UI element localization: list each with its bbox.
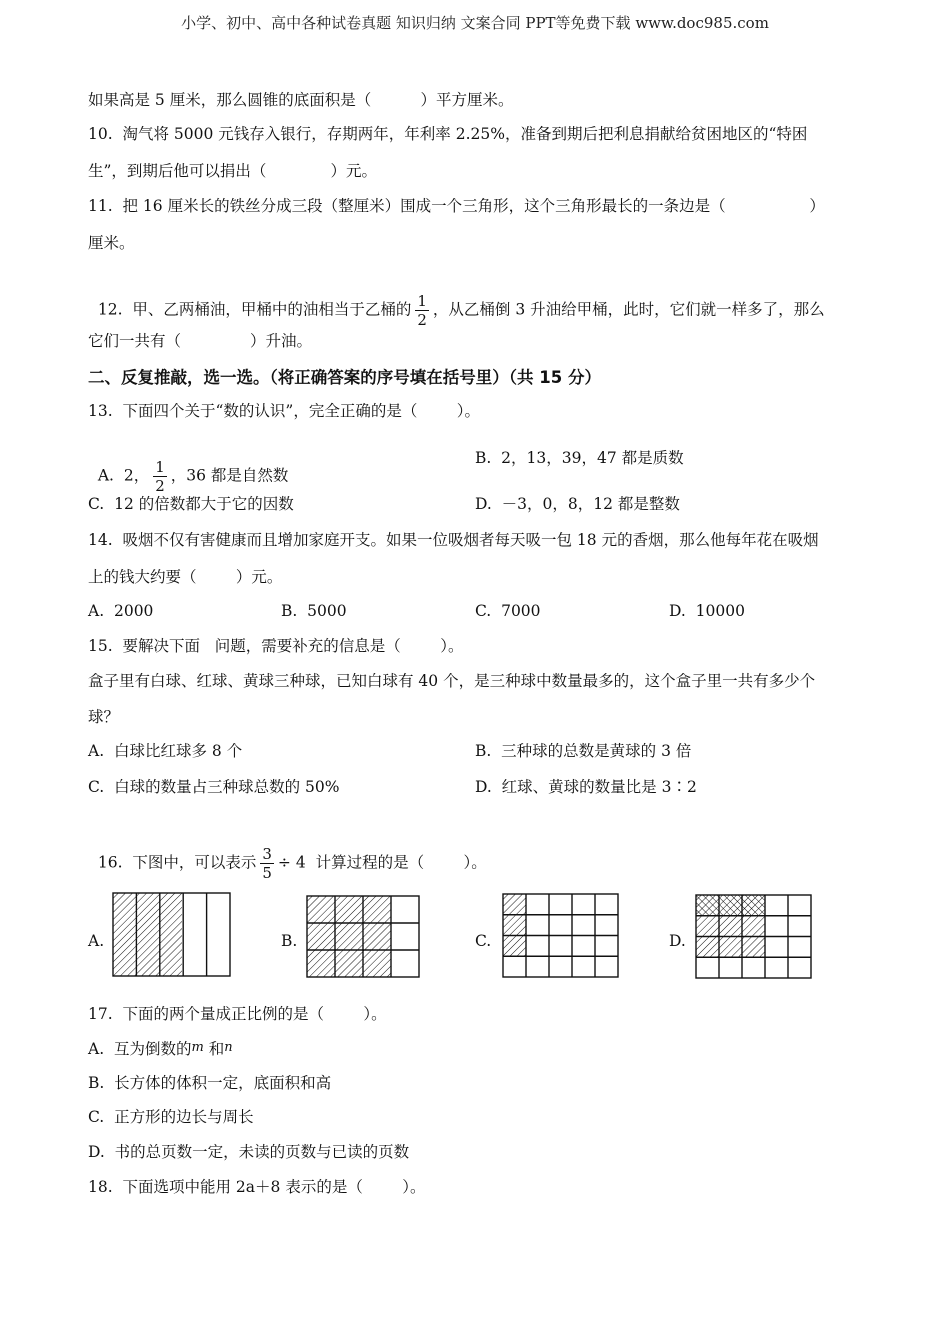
q17-option-b: B. 长方体的体积一定，底面积和高 [88,1074,332,1092]
shaded-cell [503,894,526,915]
q16-text-post: 计算过程的是（ ）。 [315,853,487,872]
q13-a-pre: A. 2， [97,466,150,485]
figure-a-label: A. [88,932,105,950]
q17-stem: 17. 下面的两个量成正比例的是（ ）。 [88,1005,387,1023]
q17-a-mid: 和 [208,1040,225,1058]
shaded-region [307,896,391,977]
variable-n: n [224,1040,233,1055]
q12-text-post: ，从乙桶倒 3 升油给甲桶，此时，它们就一样多了，那么 [432,300,825,319]
q13-option-c: C. 12 的倍数都大于它的因数 [88,495,294,513]
q14-line1: 14. 吸烟不仅有害健康而且增加家庭开支。如果一位吸烟者每天吸一包 18 元的香烟，那么他每年花在吸烟 [88,531,819,549]
q12-line2: 它们一共有（ ）升油。 [88,332,312,350]
fraction-denominator: 2 [417,311,427,329]
q13-stem: 13. 下面四个关于“数的认识”，完全正确的是（ ）。 [88,402,481,420]
figure-c [502,893,622,979]
q13-a-post: ，36 都是自然数 [170,466,289,485]
q14-option-d: D. 10000 [669,602,745,620]
q16-text-pre: 16. 下图中，可以表示 [97,853,257,872]
q13-option-a [88,436,288,495]
variable-m: m [191,1040,204,1055]
q15-option-b: B. 三种球的总数是黄球的 3 倍 [475,742,692,760]
q14-option-b: B. 5000 [281,602,347,620]
q10-line2: 生”，到期后他可以捐出（ ）元。 [88,162,377,180]
q11-line1: 11. 把 16 厘米长的铁丝分成三段（整厘米）围成一个三角形，这个三角形最长的一条边是（ ） [88,197,825,215]
fraction-numerator: 1 [155,458,165,476]
section-2-title: 二、反复推敲，选一选。（将正确答案的序号填在括号里）（共 15 分） [88,368,601,387]
q13-option-d: D. －3，0，8，12 都是整数 [475,495,680,513]
figure-a [112,892,232,978]
q17-option-c: C. 正方形的边长与周长 [88,1108,254,1126]
q15-option-d: D. 红球、黄球的数量比是 3∶2 [475,778,697,796]
q17-option-d: D. 书的总页数一定，未读的页数与已读的页数 [88,1143,410,1161]
q9-continuation: 如果高是 5 厘米，那么圆锥的底面积是（ ）平方厘米。 [88,91,514,109]
q17-a-pre: A. 互为倒数的 [88,1040,192,1058]
q14-option-c: C. 7000 [475,602,541,620]
q12-line1 [88,270,825,329]
shaded-cell [503,936,526,957]
q13-a-fraction [153,458,167,495]
figure-d-label: D. [669,932,686,950]
q15-option-a: A. 白球比红球多 8 个 [88,742,243,760]
q16-stem [88,823,487,882]
q18-stem: 18. 下面选项中能用 2a＋8 表示的是（ ）。 [88,1178,426,1196]
q15-stem: 15. 要解决下面 问题，需要补充的信息是（ ）。 [88,637,464,655]
q10-line1: 10. 淘气将 5000 元钱存入银行，存期两年，年利率 2.25%，准备到期后把利息捐献给贫困地区的“特困 [88,125,808,143]
page-header: 小学、初中、高中各种试卷真题 知识归纳 文案合同 PPT等免费下载 www.doc985.com [181,14,769,32]
fraction-numerator: 3 [262,845,272,863]
cross-hatched-row [696,895,765,916]
q12-text-pre: 12. 甲、乙两桶油，甲桶中的油相当于乙桶的 [97,300,412,319]
fraction-numerator: 1 [417,292,427,310]
q14-line2: 上的钱大约要（ ）元。 [88,568,283,586]
figure-c-label: C. [475,932,492,950]
shaded-cell [159,893,182,976]
q17-option-a [88,1037,233,1060]
q16-operator: ÷ 4 [277,853,306,872]
q15-option-c: C. 白球的数量占三种球总数的 50% [88,778,340,796]
fraction-denominator: 5 [262,864,272,882]
figure-b [306,895,422,979]
shaded-cell [136,893,159,976]
fraction-denominator: 2 [155,477,165,495]
shaded-cell [503,915,526,936]
q15-problem-line1: 盒子里有白球、红球、黄球三种球，已知白球有 40 个，是三种球中数量最多的，这个盒子里一共有多少个 [88,672,816,690]
q15-problem-line2: 球？ [88,708,120,726]
q12-fraction [415,292,429,329]
q16-fraction [260,845,274,882]
shaded-cell [113,893,136,976]
figure-d [695,894,813,980]
q14-option-a: A. 2000 [88,602,154,620]
figure-b-label: B. [281,932,298,950]
q13-option-b: B. 2，13，39，47 都是质数 [475,449,684,467]
q11-line2: 厘米。 [88,234,135,252]
